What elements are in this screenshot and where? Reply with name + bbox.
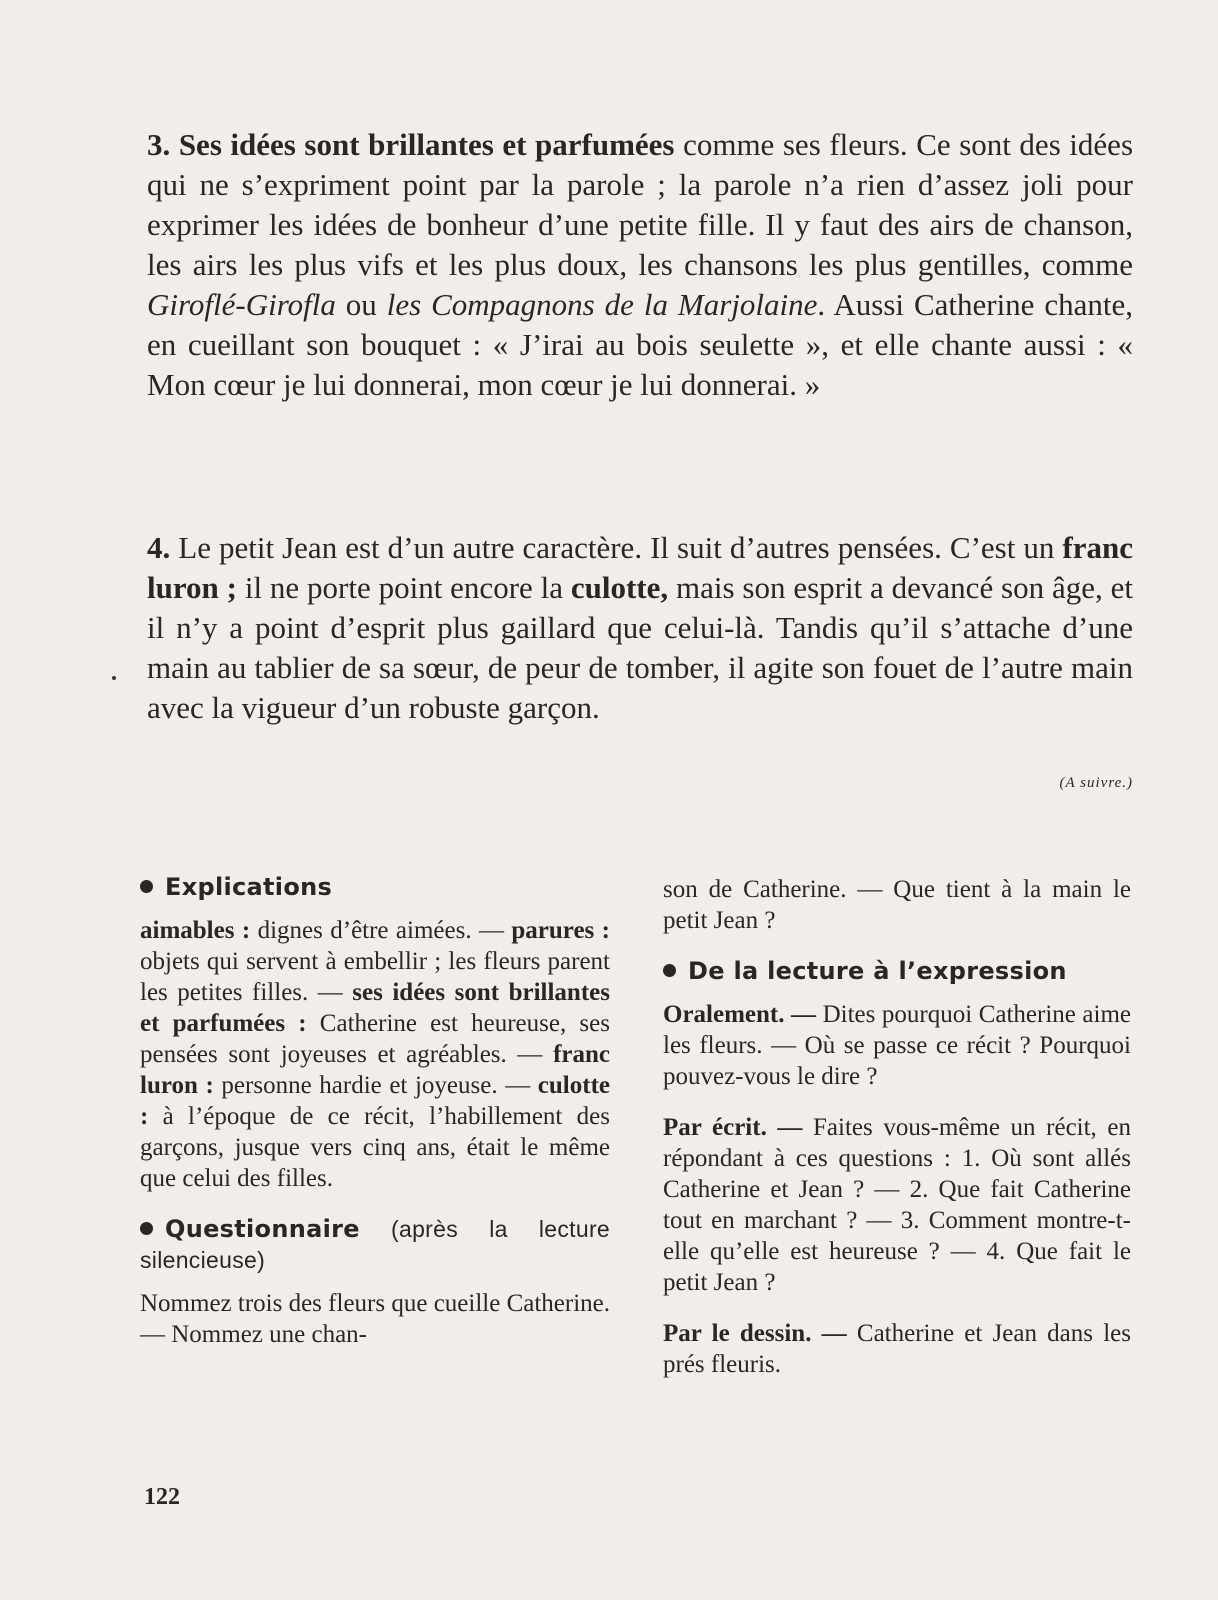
bold-phrase: Ses idées sont brillantes et parfumées — [178, 127, 675, 162]
term: ses idées sont brillantes et parfumées : — [140, 979, 610, 1037]
exercise-label: Oralement. — — [663, 1001, 817, 1028]
term: culotte : — [140, 1072, 610, 1130]
right-column — [663, 874, 1131, 1400]
heading-subtitle: (après la lecture silencieuse) — [140, 1216, 610, 1273]
definition: objets qui servent à embellir ; les fleurs parent les petites filles. — — [140, 948, 610, 1006]
page-number: 122 — [144, 1484, 180, 1510]
exercise-text: Faites vous-même un récit, en répondant à ces questions : 1. Où sont allés Catherine et Jean ? — 2. Que fait Catherine tout en marchant ? — 3. Comment montre-t-elle qu’elle est heureuse ? — 4. Que fait le petit Jean ? — [663, 1114, 1131, 1296]
paragraph-text: mais son esprit a devancé son âge, et il n’y a point d’esprit plus gaillard que celui-là. Tandis qu’il s’attache d’une main au tablier de sa sœur, de peur de tomber, il agite son fouet de l’autre main avec la vigueur d’un robuste garçon. — [147, 570, 1133, 725]
paragraph-number: 3. — [147, 127, 171, 162]
paragraph-text: il ne porte point encore la — [236, 570, 571, 605]
left-column — [140, 872, 610, 1370]
explications-section — [140, 872, 610, 1194]
continued-note: (A suivre.) — [1059, 775, 1133, 791]
term: aimables : — [140, 917, 251, 944]
margin-mark — [112, 676, 116, 680]
drawing-exercise — [663, 1318, 1131, 1380]
exercise-label: Par écrit. — — [663, 1114, 803, 1141]
song-title: Giroflé-Girofla — [147, 287, 336, 322]
paragraph-text: Le petit Jean est d’un autre caractère. Il suit d’autres pensées. C’est un — [170, 530, 1063, 565]
paragraph-4 — [147, 528, 1133, 728]
bullet-icon — [663, 964, 676, 977]
oral-exercise — [663, 999, 1131, 1092]
term: parures : — [511, 917, 610, 944]
questionnaire-text-part1: Nommez trois des fleurs que cueille Catherine. — Nommez une chan- — [140, 1290, 610, 1348]
definition: à l’époque de ce récit, l’habillement des garçons, jusque vers cinq ans, était le même que celui des filles. — [140, 1103, 610, 1192]
bullet-icon — [140, 1222, 153, 1235]
exercise-text: Catherine et Jean dans les prés fleuris. — [663, 1320, 1131, 1378]
paragraph-text: ou — [335, 287, 387, 322]
definition: Catherine est heureuse, ses pensées sont joyeuses et agréables. — — [140, 1010, 610, 1068]
paragraph-3 — [147, 125, 1133, 405]
bullet-icon — [140, 880, 153, 893]
explications-text — [140, 915, 610, 1194]
paragraph-number: 4. — [147, 530, 171, 565]
questionnaire-section — [140, 1214, 610, 1350]
bold-phrase: franc luron ; — [147, 530, 1133, 605]
heading-label: Explications — [165, 873, 333, 901]
exercise-text: Dites pourquoi Catherine aime les fleurs. — Où se passe ce récit ? Pourquoi pouvez-vous le dire ? — [663, 1001, 1131, 1090]
written-exercise — [663, 1112, 1131, 1298]
heading-label: Questionnaire — [165, 1215, 360, 1243]
exercise-label: Par le dessin. — — [663, 1320, 847, 1347]
section-heading — [140, 872, 610, 903]
definition: dignes d’être aimées. — — [250, 917, 512, 944]
paragraph-text: comme ses fleurs. Ce sont des idées qui ne s’expriment point par la parole ; la parole n’a rien d’assez joli pour exprimer les idées de bonheur d’une petite fille. Il y faut des airs de chanson, les airs les plus vifs et les plus doux, les chansons les plus gentilles, comme — [147, 127, 1134, 282]
expression-section — [663, 956, 1131, 1380]
term: franc luron : — [140, 1041, 610, 1099]
section-heading — [140, 1214, 610, 1276]
definition: personne hardie et joyeuse. — — [213, 1072, 538, 1099]
bold-phrase: culotte, — [570, 570, 669, 605]
section-heading — [663, 956, 1131, 987]
heading-label: De la lecture à l’expression — [688, 957, 1067, 985]
paragraph-text: . Aussi Catherine chante, en cueillant son bouquet : « J’irai au bois seulette », et elle chante aussi : « Mon cœur je lui donnerai, mon cœur je lui donnerai. » — [147, 287, 1134, 402]
song-title: les Compagnons de la Marjolaine — [386, 287, 818, 322]
questionnaire-continued: son de Catherine. — Que tient à la main le petit Jean ? — [663, 876, 1131, 934]
